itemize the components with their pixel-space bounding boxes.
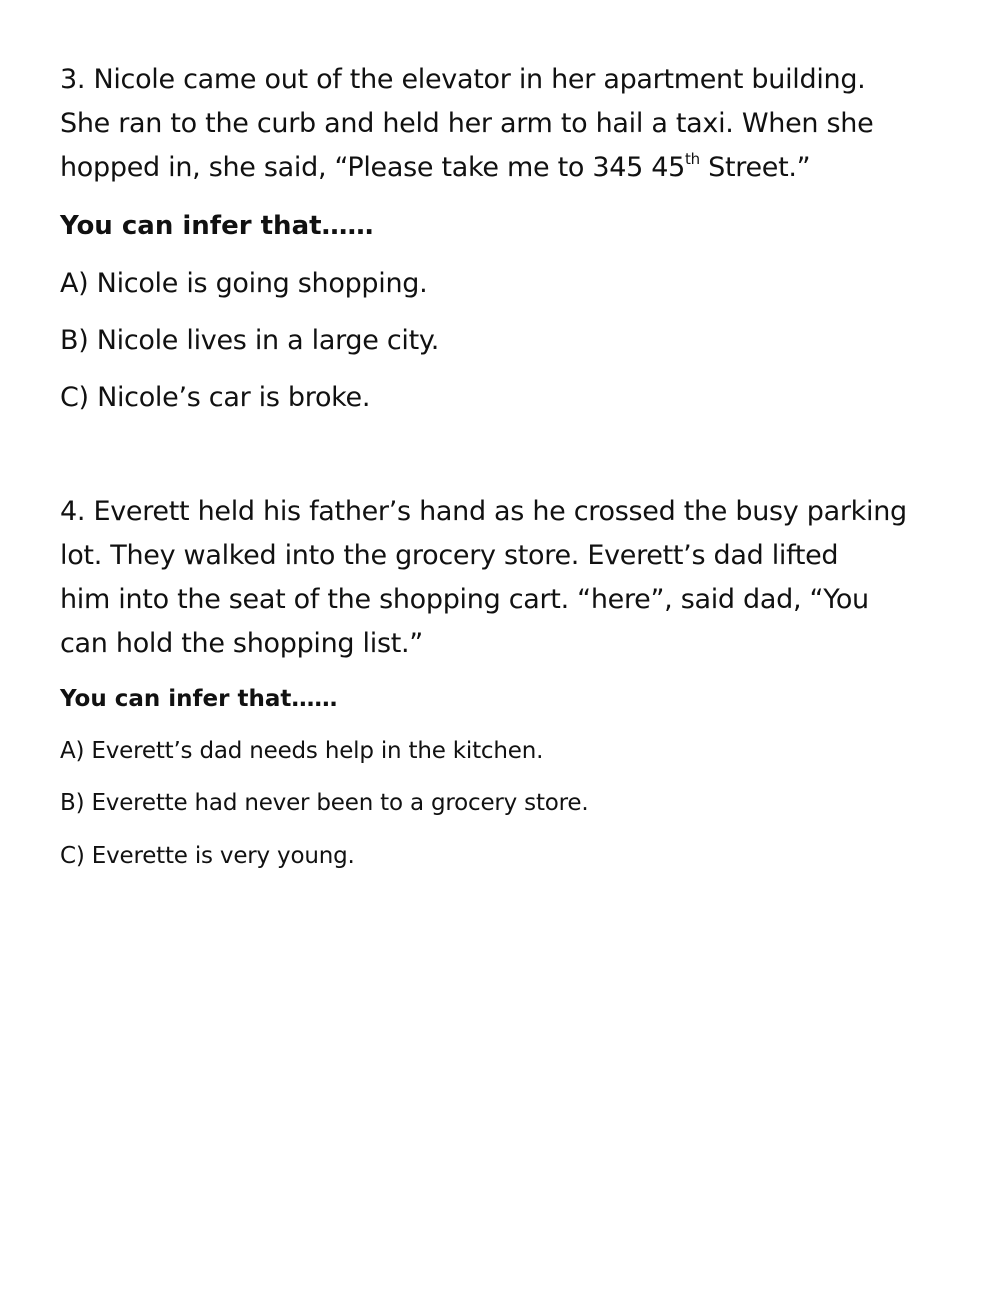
question-3-prompt: You can infer that……	[60, 211, 374, 241]
question-3-option-b[interactable]: B) Nicole lives in a large city.	[60, 325, 440, 356]
passage-line: She ran to the curb and held her arm to hail a taxi. When she	[60, 108, 874, 139]
passage-line-text: hopped in, she said, “Please take me to 345 45	[60, 152, 686, 183]
question-4-prompt: You can infer that……	[60, 686, 338, 712]
question-3-passage	[60, 58, 960, 190]
passage-line: 4. Everett held his father’s hand as he crossed the busy parking	[60, 496, 907, 527]
question-4-option-a[interactable]: A) Everett’s dad needs help in the kitchen.	[60, 738, 544, 764]
passage-line: him into the seat of the shopping cart. “here”, said dad, “You	[60, 584, 869, 615]
passage-line: 3. Nicole came out of the elevator in her apartment building.	[60, 64, 866, 95]
ordinal-suffix: th	[685, 150, 700, 168]
question-4-option-b[interactable]: B) Everette had never been to a grocery store.	[60, 790, 589, 816]
passage-line-tail: Street.”	[699, 152, 811, 183]
passage-line: lot. They walked into the grocery store. Everett’s dad lifted	[60, 540, 839, 571]
question-3-option-c[interactable]: C) Nicole’s car is broke.	[60, 382, 371, 413]
question-3-option-a[interactable]: A) Nicole is going shopping.	[60, 268, 428, 299]
passage-line	[60, 146, 960, 190]
question-4-passage	[60, 490, 960, 666]
question-4-option-c[interactable]: C) Everette is very young.	[60, 843, 355, 869]
passage-line: can hold the shopping list.”	[60, 628, 423, 659]
